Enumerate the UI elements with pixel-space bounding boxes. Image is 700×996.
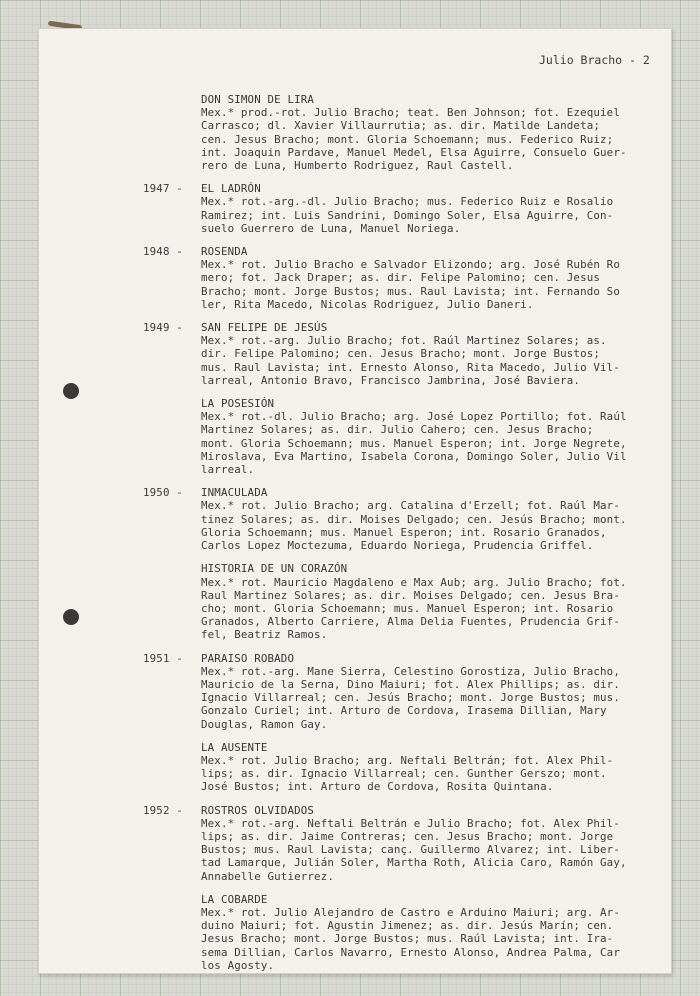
film-credit-line: larreal. [201, 463, 255, 477]
film-credit-line: Mex.* rot.-dl. Julio Bracho; arg. José Lopez Portillo; fot. Raúl [201, 410, 627, 424]
filmography-list [39, 93, 671, 980]
film-credit-line: Mex.* rot.-arg. Mane Sierra, Celestino Gorostiza, Julio Bracho, [201, 664, 620, 678]
film-year: 1950 - [143, 486, 183, 500]
film-credit-line: Jesus Bracho; mont. Jorge Bustos; mus. Raúl Lavista; int. Ira- [201, 932, 614, 946]
film-credit-line: Mex.* rot. Julio Bracho e Salvador Elizondo; arg. José Rubén Ro [201, 258, 620, 272]
film-credit-line: Douglas, Ramon Gay. [201, 717, 328, 731]
typewritten-page [38, 28, 672, 974]
film-credit-line: lips; as. dir. Ignacio Villarreal; cen. Gunther Gerszo; mont. [201, 767, 607, 781]
film-credit-line: Gloria Schoemann; mus. Manuel Esperon; int. Rosario Granados, [201, 525, 607, 539]
film-credit-line: Mex.* rot.-arg. Julio Bracho; fot. Raúl Martinez Solares; as. [201, 334, 607, 348]
film-entry [39, 397, 671, 476]
film-credit-line: lips; as. dir. Jaime Contreras; cen. Jesus Bracho; mont. Jorge [201, 829, 614, 843]
film-credit-line: rero de Luna, Humberto Rodriguez, Raul Castell. [201, 159, 514, 173]
film-entry [39, 245, 671, 311]
film-title: INMACULADA [201, 486, 268, 500]
film-title: LA AUSENTE [201, 740, 268, 754]
film-title: ROSTROS OLVIDADOS [201, 803, 315, 817]
film-credit-line: tinez Solares; as. dir. Moises Delgado; cen. Jesús Bracho; mont. [201, 512, 627, 526]
film-credit-line: suelo Guerrero de Luna, Manuel Noriega. [201, 221, 461, 235]
film-title: SAN FELIPE DE JESÚS [201, 321, 328, 335]
film-credit-line: tad Lamarque, Julián Soler, Martha Roth, Alicia Caro, Ramón Gay, [201, 856, 627, 870]
film-year: 1947 - [143, 182, 183, 196]
film-credit-line: mero; fot. Jack Draper; as. dir. Felipe Palomino; cen. Jesus [201, 271, 601, 285]
film-year: 1949 - [143, 321, 183, 335]
film-credit-line: Raul Martinez Solares; as. dir. Moises Delgado; cen. Jesus Bra- [201, 588, 620, 602]
film-credit-line: Carlos Lopez Moctezuma, Eduardo Noriega, Prudencia Griffel. [201, 539, 594, 553]
film-credit-line: Granados, Alberto Carriere, Alma Delia Fuentes, Prudencia Grif- [201, 615, 620, 629]
film-credit-line: cen. Jesus Bracho; mont. Gloria Schoemann; mus. Federico Ruiz; [201, 132, 614, 146]
film-credit-line: int. Joaquin Pardave, Manuel Medel, Elsa Aguirre, Consuelo Guer- [201, 145, 627, 159]
film-entry [39, 652, 671, 731]
film-credit-line: José Bustos; int. Arturo de Cordova, Rosita Quintana. [201, 780, 554, 794]
film-credit-line: Mex.* rot.-arg.-dl. Julio Bracho; mus. Federico Ruiz e Rosalio [201, 195, 614, 209]
film-credit-line: Ignacio Villarreal; cen. Jesús Bracho; mont. Jorge Bustos; mus. [201, 691, 620, 705]
page-header: Julio Bracho - 2 [539, 53, 650, 67]
film-entry [39, 486, 671, 552]
film-title: DON SIMON DE LIRA [201, 93, 315, 106]
film-title: ROSENDA [201, 245, 248, 259]
film-credit-line: Bustos; mus. Raul Lavista; canç. Guillermo Alvarez; int. Liber- [201, 843, 620, 857]
film-credit-line: Annabelle Gutierrez. [201, 869, 335, 883]
film-credit-line: sema Dillian, Carlos Navarro, Ernesto Alonso, Andrea Palma, Car [201, 945, 620, 959]
film-entry [39, 93, 671, 172]
film-title: HISTORIA DE UN CORAZÓN [201, 562, 348, 576]
film-credit-line: Mauricio de la Serna, Dino Maiuri; fot. Alex Phillips; as. dir. [201, 677, 620, 691]
film-credit-line: Mex.* rot.-arg. Neftali Beltrán e Julio Bracho; fot. Alex Phil- [201, 816, 620, 830]
film-year: 1951 - [143, 651, 183, 665]
film-credit-line: ler, Rita Macedo, Nicolas Rodriguez, Julio Daneri. [201, 297, 534, 311]
film-credit-line: mus. Raul Lavista; int. Ernesto Alonso, Rita Macedo, Julio Vil- [201, 360, 620, 374]
film-credit-line: mont. Gloria Schoemann; mus. Manuel Esperon; int. Jorge Negrete, [201, 436, 627, 450]
film-credit-line: Mex.* prod.-rot. Julio Bracho; teat. Ben Johnson; fot. Ezequiel [201, 106, 620, 120]
film-title: LA POSESIÓN [201, 397, 275, 411]
film-entry [39, 893, 671, 972]
film-entry [39, 562, 671, 641]
film-credit-line: Carrasco; dl. Xavier Villaurrutia; as. dir. Matilde Landeta; [201, 119, 601, 133]
film-credit-line: Bracho; mont. Jorge Bustos; mus. Raul Lavista; int. Fernando So [201, 284, 620, 298]
film-year: 1952 - [143, 803, 183, 817]
film-credit-line: cho; mont. Gloria Schoemann; mus. Manuel Esperon; int. Rosario [201, 601, 614, 615]
film-entry [39, 804, 671, 883]
film-credit-line: fel, Beatriz Ramos. [201, 628, 328, 642]
film-credit-line: Martinez Solares; as. dir. Julio Cahero; cen. Jesus Bracho; [201, 423, 594, 437]
film-credit-line: dir. Felipe Palomino; cen. Jesus Bracho; mont. Jorge Bustos; [201, 347, 601, 361]
film-credit-line: Miroslava, Eva Martino, Isabela Corona, Domingo Soler, Julio Vil [201, 449, 627, 463]
film-entry [39, 741, 671, 794]
film-credit-line: Mex.* rot. Mauricio Magdaleno e Max Aub; arg. Julio Bracho; fot. [201, 575, 627, 589]
film-credit-line: Gonzalo Curiel; int. Arturo de Cordova, Irasema Dillian, Mary [201, 704, 607, 718]
film-year: 1948 - [143, 245, 183, 259]
film-credit-line: Mex.* rot. Julio Bracho; arg. Neftali Beltrán; fot. Alex Phil- [201, 753, 614, 767]
film-credit-line: Ramirez; int. Luis Sandrini, Domingo Soler, Elsa Aguirre, Con- [201, 208, 614, 222]
film-entry [39, 321, 671, 387]
film-credit-line: duino Maiuri; fot. Agustin Jimenez; as. dir. Jesús Marín; cen. [201, 919, 614, 933]
film-title: PARAISO ROBADO [201, 651, 295, 665]
film-credit-line: Mex.* rot. Julio Bracho; arg. Catalina d'Erzell; fot. Raúl Mar- [201, 499, 620, 513]
film-entry [39, 182, 671, 235]
film-credit-line: larreal, Antonio Bravo, Francisco Jambrina, José Baviera. [201, 373, 581, 387]
film-title: LA COBARDE [201, 892, 268, 906]
film-title: EL LADRÓN [201, 182, 261, 196]
film-credit-line: los Agosty. [201, 958, 275, 972]
film-credit-line: Mex.* rot. Julio Alejandro de Castro e Arduino Maiuri; arg. Ar- [201, 905, 620, 919]
